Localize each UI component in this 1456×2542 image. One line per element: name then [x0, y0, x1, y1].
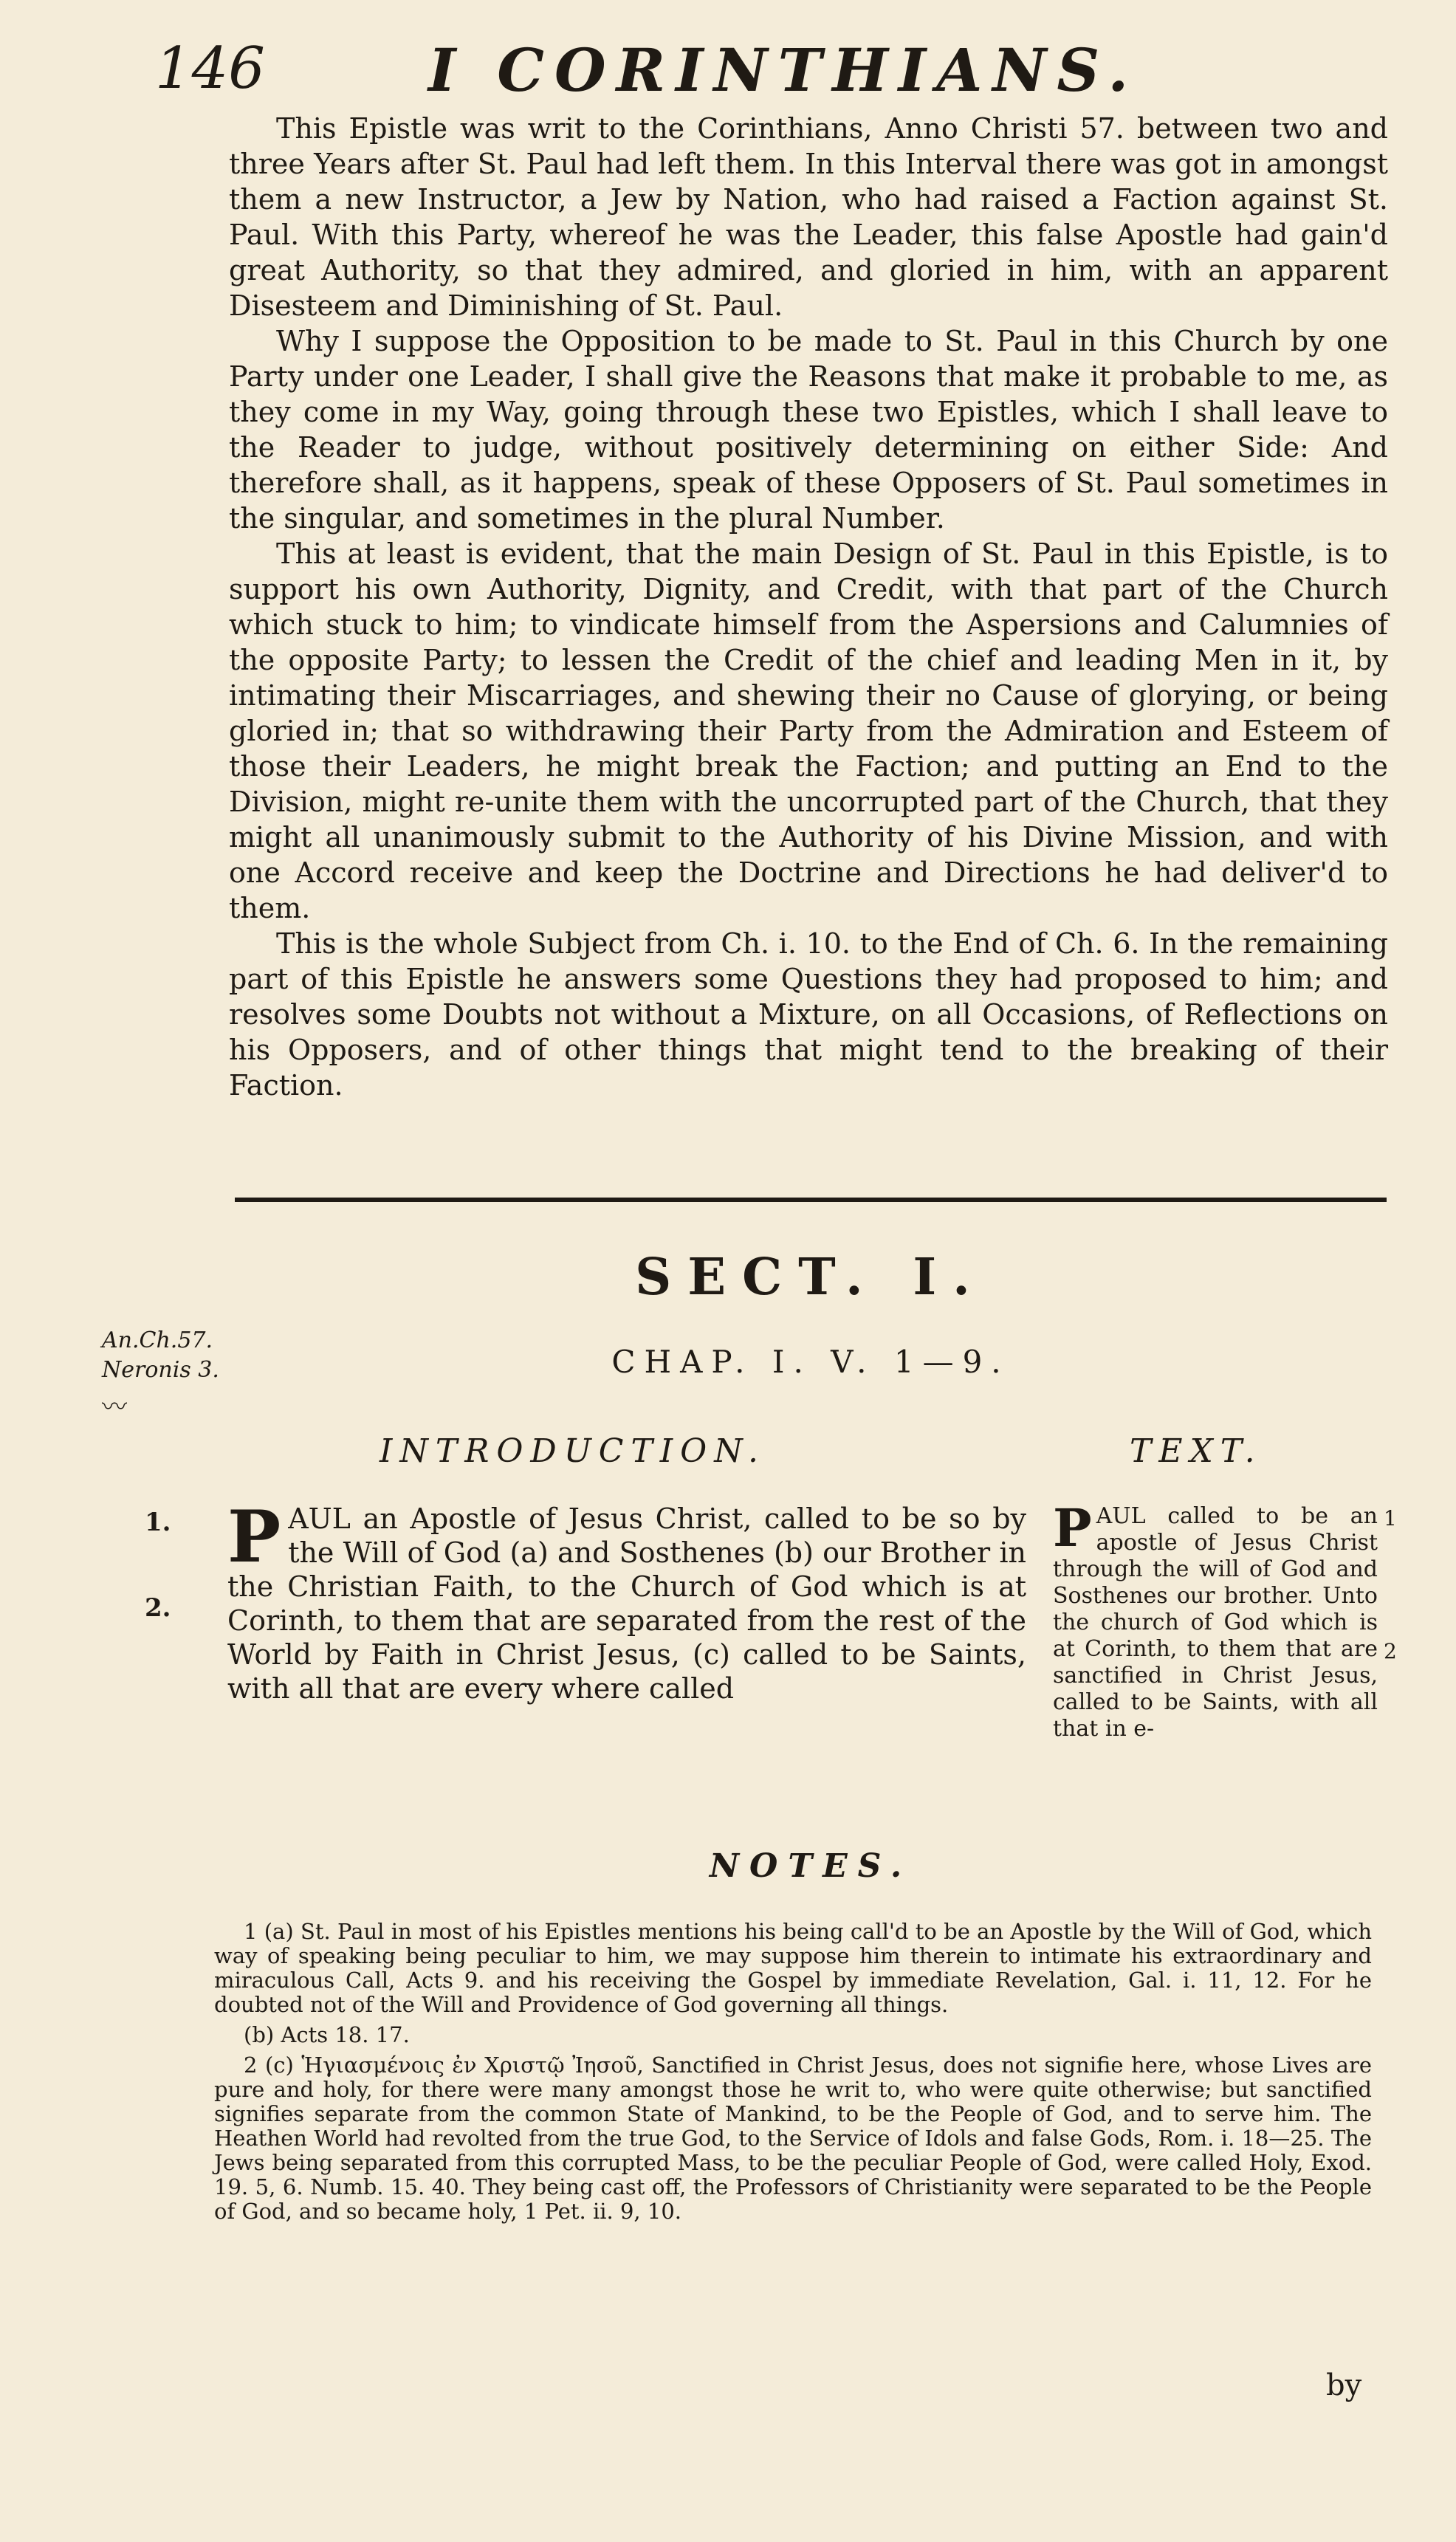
scripture-body: AUL called to be an apostle of Jesus Christ through the will of God and Sosthenes our brother. Unto the church of God which is at Corinth, to them that are sanctified in Christ Jesus, called to be Saints, with all that in e- — [1053, 1503, 1378, 1742]
intro-text — [229, 111, 1388, 1103]
catchword: by — [1326, 2368, 1362, 2402]
paraphrase-text — [227, 1495, 1026, 1705]
running-title: I CORINTHIANS. — [428, 35, 1139, 105]
intro-paragraph: This Epistle was writ to the Corinthians, Anno Christi 57. between two and three Years after St. Paul had left them. In this Interval there was got in amongst them a new Instructor, a Jew by Nation, who had raised a Faction against St. Paul. With this Party, whereof he was the Leader, this false Apostle had gain'd great Authority, so that they admired, and gloried in him, with an apparent Disesteem and Diminishing of St. Paul. — [229, 112, 1388, 322]
chapter-heading: CHAP. I. V. 1—9. — [611, 1344, 1010, 1380]
drop-capital: P — [1053, 1497, 1092, 1559]
ornament-icon: 〰 — [102, 1392, 127, 1422]
note-entry: (b) Acts 18. 17. — [244, 2022, 410, 2047]
paraphrase-body: AUL an Apostle of Jesus Christ, called to be so by the Will of God (a) and Sosthenes (b) our Brother in the Christian Faith, to the Church of God which is at Corinth, to them that are separated from the rest of the World by Faith in Christ Jesus, (c) called to be Saints, with all that are every where called — [227, 1502, 1026, 1705]
text-heading: TEXT. — [1130, 1432, 1263, 1470]
margin-date — [102, 1326, 219, 1385]
text-verse-mark: 1 — [1384, 1506, 1397, 1531]
margin-date-year: An.Ch.57. — [102, 1327, 213, 1353]
notes-heading: NOTES. — [709, 1847, 913, 1885]
verse-number: 2. — [145, 1593, 171, 1623]
note-entry: 2 (c) Ἡγιασμένοις ἐν Χριστῷ Ἰησοῦ, Sanctified in Christ Jesus, does not signifie here, whose Lives are pure and holy, for there were many amongst those he writ to, who were quite otherwise; but sanctified signifies separate from the common State of Mankind, to be the People of God, and to serve him. The Heathen World had revolted from the true God, to the Service of Idols and false Gods, Rom. i. 18—25. The Jews being separated from this corrupted Mass, to be the peculiar People of God, were called Holy, Exod. 19. 5, 6. Numb. 15. 40. They being cast off, the Professors of Christianity were separated to be the People of God, and so became holy, 1 Pet. ii. 9, 10. — [214, 2053, 1372, 2224]
scripture-text-column — [1053, 1497, 1378, 1742]
margin-date-reign: Neronis 3. — [102, 1357, 219, 1383]
introduction-heading: INTRODUCTION. — [380, 1432, 766, 1470]
verse-number: 1. — [145, 1508, 171, 1537]
section-divider — [235, 1198, 1387, 1202]
intro-paragraph: This is the whole Subject from Ch. i. 10. to the End of Ch. 6. In the remaining part of this Epistle he answers some Questions they had proposed to him; and resolves some Doubts not without a Mixture, on all Occasions, of Reflections on his Opposers, and of other things that might tend to the breaking of their Faction. — [229, 927, 1388, 1102]
drop-capital: P — [227, 1495, 281, 1579]
page-number: 146 — [155, 35, 265, 102]
intro-paragraph: Why I suppose the Opposition to be made to St. Paul in this Church by one Party under one Leader, I shall give the Reasons that make it probable to me, as they come in my Way, going through these two Epistles, which I shall leave to the Reader to judge, without positively determining on either Side: And therefore shall, as it happens, speak of these Opposers of St. Paul sometimes in the singular, and sometimes in the plural Number. — [229, 325, 1388, 535]
intro-paragraph: This at least is evident, that the main Design of St. Paul in this Epistle, is to support his own Authority, Dignity, and Credit, with that part of the Church which stuck to him; to vindicate himself from the Aspersions and Calumnies of the opposite Party; to lessen the Credit of the chief and leading Men in it, by intimating their Miscarriages, and shewing their no Cause of glorying, or being gloried in; that so withdrawing their Party from the Admiration and Esteem of those their Leaders, he might break the Faction; and putting an End to the Division, might re-unite them with the uncorrupted part of the Church, that they might all unanimously submit to the Authority of his Divine Mission, and with one Accord receive and keep the Doctrine and Directions he had deliver'd to them. — [229, 537, 1388, 924]
note-entry: 1 (a) St. Paul in most of his Epistles mentions his being call'd to be an Apostle by the Will of God, which way of speaking being peculiar to him, we may suppose him therein to intimate his extraordinary and miraculous Call, Acts 9. and his receiving the Gospel by immediate Revelation, Gal. i. 11, 12. For he doubted not of the Will and Providence of God governing all things. — [214, 1919, 1372, 2017]
section-title: SECT. I. — [635, 1248, 986, 1307]
notes-block — [214, 1920, 1372, 2230]
text-verse-mark: 2 — [1384, 1639, 1397, 1663]
